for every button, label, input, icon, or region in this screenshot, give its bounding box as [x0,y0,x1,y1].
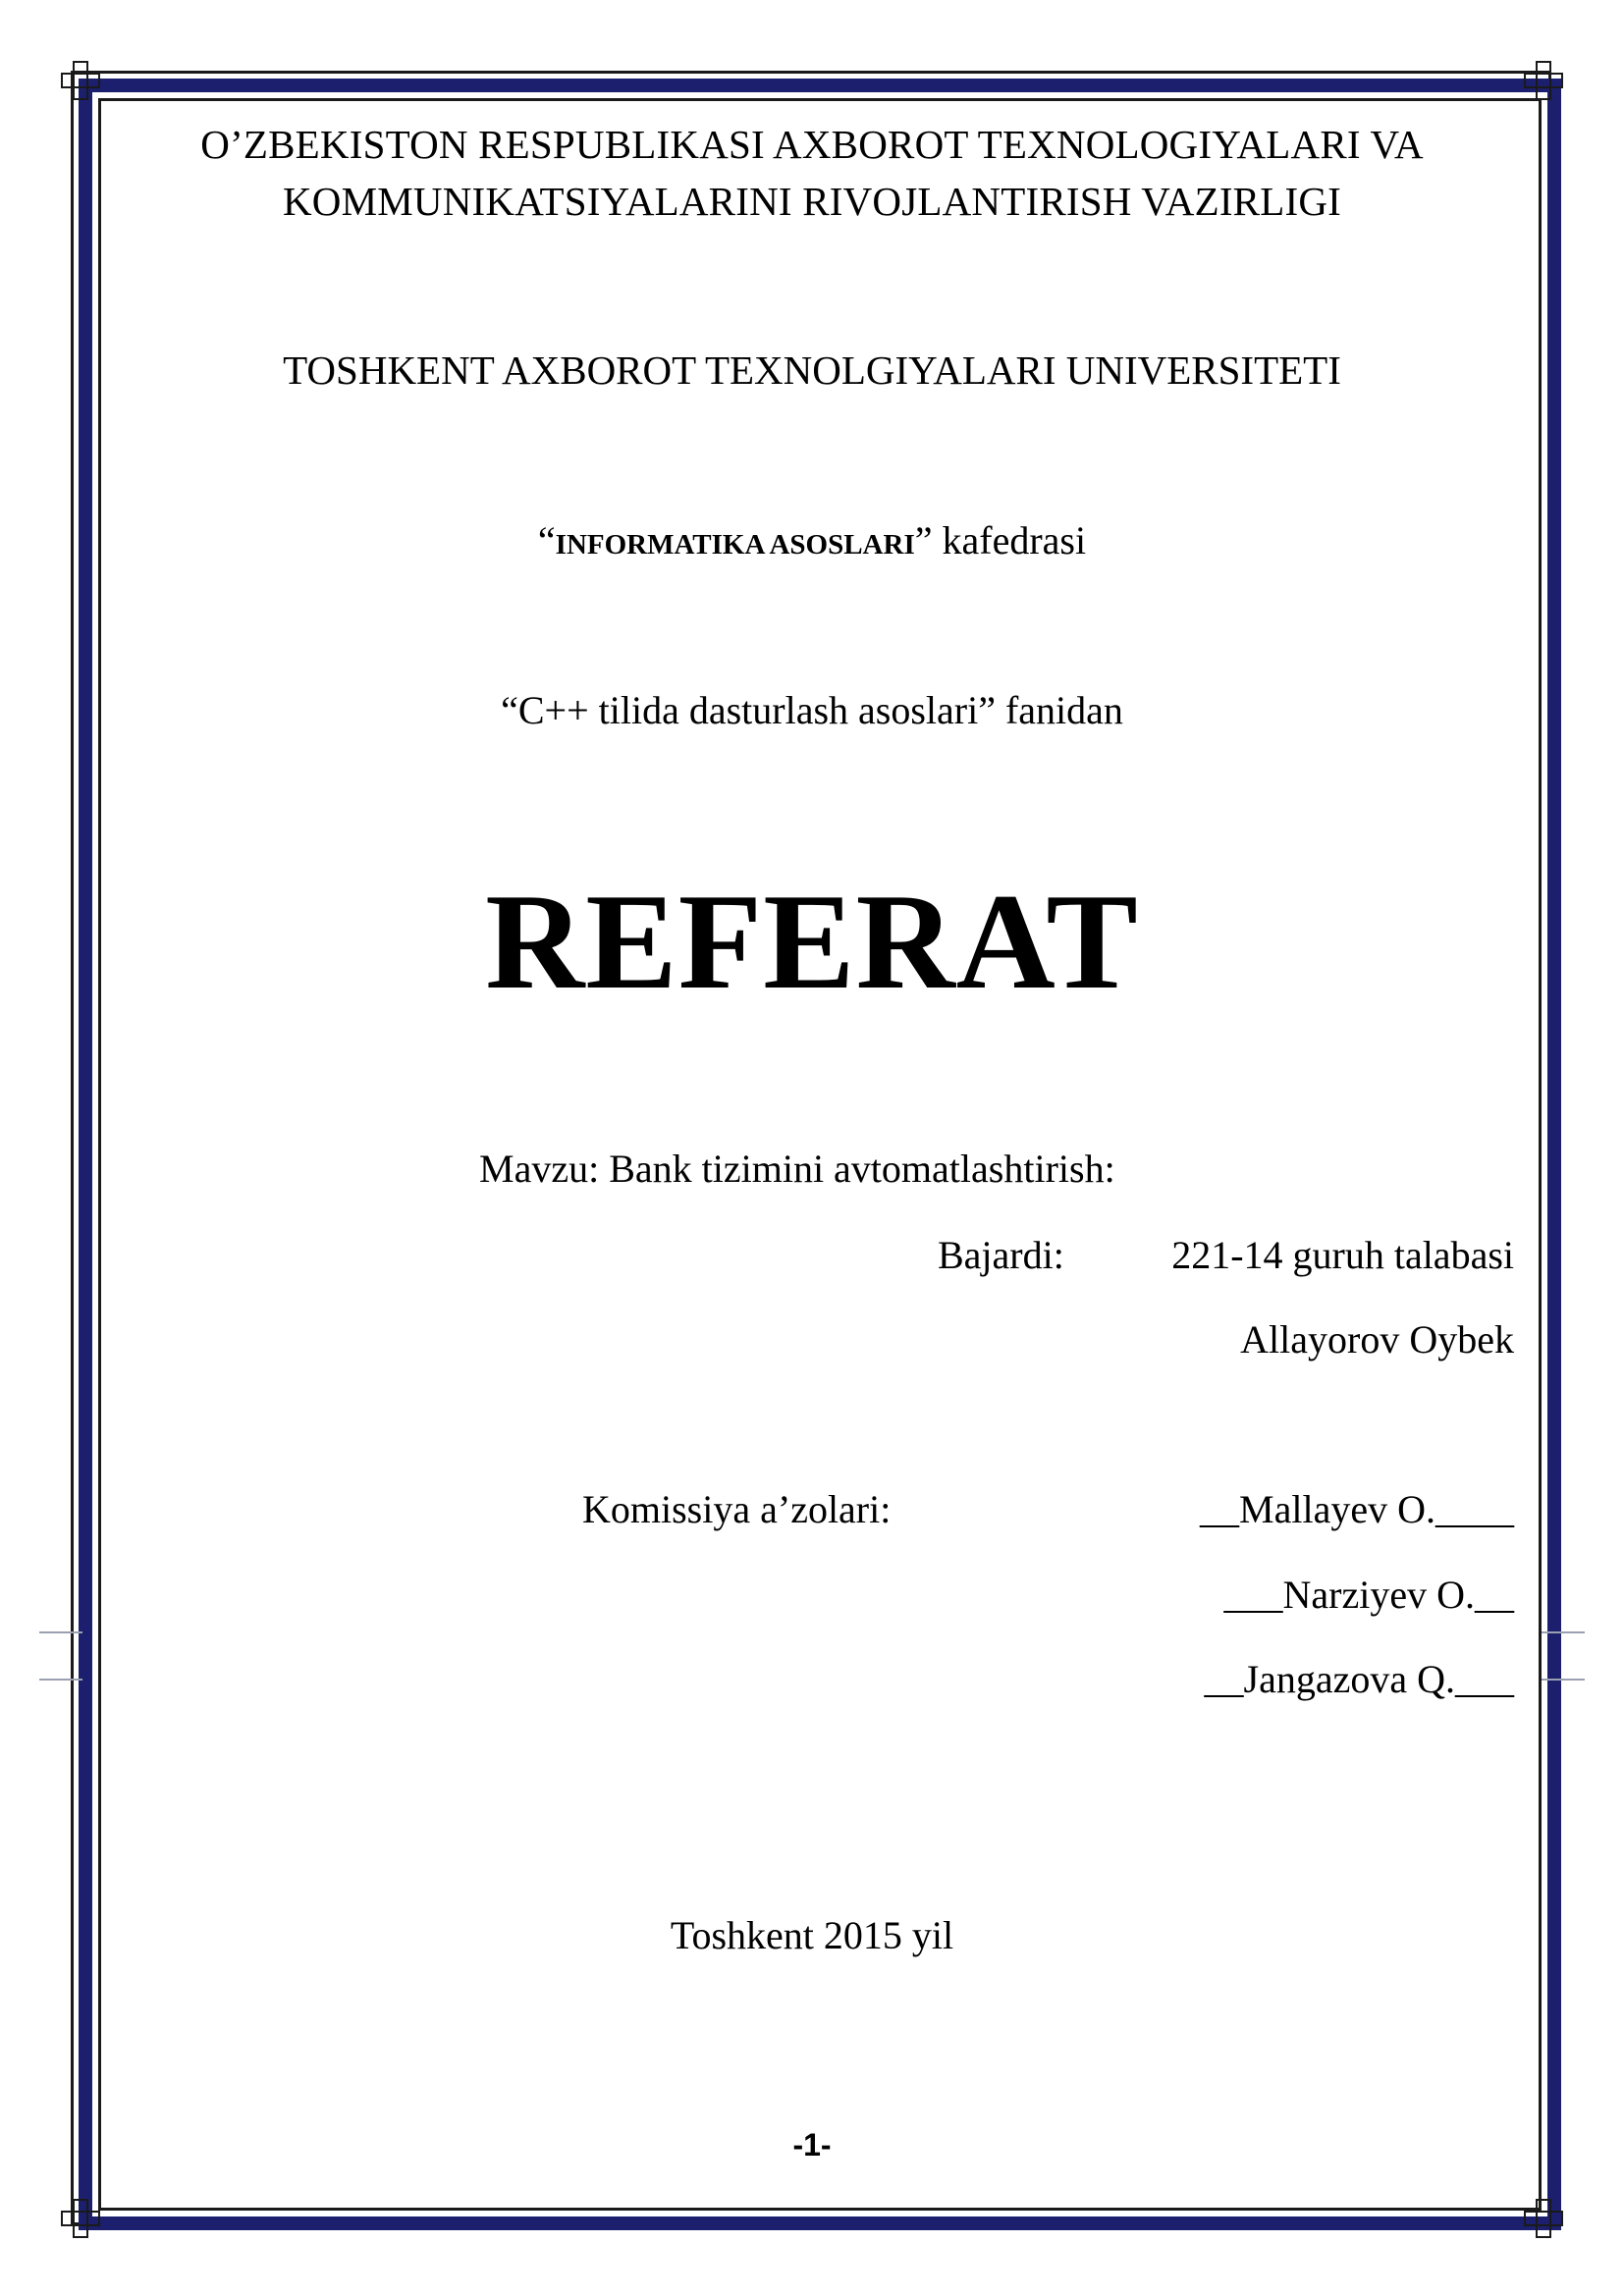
city-year: Toshkent 2015 yil [670,1913,954,1957]
border-tick-left [39,1631,82,1633]
department-suffix: kafedrasi [932,518,1087,562]
page-number: -1- [792,2127,832,2163]
performed-group: 221-14 guruh talabasi [1171,1233,1514,1277]
border-tick-left [39,1679,82,1681]
university-name: TOSHKENT AXBOROT TEXNOLGIYALARI UNIVERSITETI [283,347,1341,393]
topic-line: Mavzu: Bank tizimini avtomatlashtirish: [479,1147,1115,1191]
department-close-quote: ” [914,518,933,562]
corner-ornament-bottom-left [61,2199,100,2238]
commission-member: __Jangazova Q.___ [1204,1657,1514,1701]
subject-line: “C++ tilida dasturlash asoslari” fanidan [501,688,1123,732]
commission-member: ___Narziyev O.__ [1223,1573,1514,1617]
corner-ornament-top-left [61,61,100,100]
corner-ornament-bottom-right [1524,2199,1563,2238]
corner-ornament-top-right [1524,61,1563,100]
department-name: INFORMATIKA ASOSLARI [555,529,915,561]
ministry-line-2: KOMMUNIKATSIYALARINI RIVOJLANTIRISH VAZIRLIGI [282,179,1341,224]
ministry-heading [0,116,1624,230]
commission-label: Komissiya a’zolari: [582,1487,892,1531]
department-line [0,512,1624,573]
document-title: REFERAT [485,866,1139,1018]
department-open-quote: “ [537,518,556,562]
performed-label: Bajardi: [938,1233,1064,1277]
border-tick-right [1542,1631,1585,1633]
commission-member: __Mallayev O.____ [1200,1487,1514,1531]
border-tick-right [1542,1679,1585,1681]
ministry-line-1: O’ZBEKISTON RESPUBLIKASI AXBOROT TEXNOLOGIYALARI VA [200,122,1424,167]
student-name: Allayorov Oybek [1240,1317,1514,1362]
